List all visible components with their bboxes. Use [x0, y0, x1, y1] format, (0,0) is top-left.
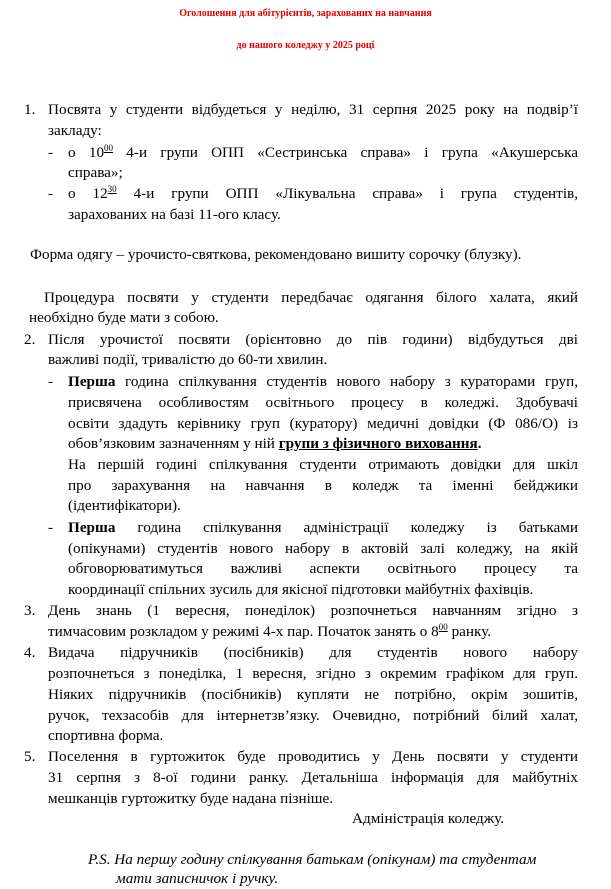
dress-code: Форма одягу – урочисто-святкова, рекомендовано вишиту сорочку (блузку). — [30, 246, 522, 263]
item-2-bullet-1-line5: На першій годині спілкування студенти отримають довідки для шкіл — [68, 456, 578, 473]
item-2-bullet-2-line2: (опікунами) студентів нового набору в актовій залі коледжу, на якій — [68, 540, 578, 557]
item-1-bullet-2-line2: зарахованих на базі 11-ого класу. — [68, 206, 281, 223]
ps-line2: мати записничок і ручку. — [116, 870, 279, 887]
item-2-bullet-1-line1: Перша година спілкування студентів нового набору з кураторами груп, — [68, 373, 578, 390]
item-1-bullet-2-dash: - — [48, 185, 54, 202]
item-4-line2: розпочнеться з понеділка, 1 вересня, згідно з окремим графіком для груп. — [48, 665, 578, 682]
item-5-line3: мешканців гуртожитку буде надана пізніше. — [48, 790, 334, 807]
signature: Адміністрація коледжу. — [352, 810, 505, 827]
item-3-line2: тимчасовим розкладом у режимі 4-х пар. Початок занять о $8^{00}$ ранку. — [48, 622, 492, 640]
announcement-title-line2: до нашого коледжу у 2025 році — [236, 40, 375, 51]
item-4-line4: ручок, техзасобів для інтернетзв’язку. Очевидно, потрібний білий халат, — [48, 707, 578, 724]
item-5-line1: Поселення в гуртожиток буде проводитись у День посвяти у студенти — [48, 748, 578, 765]
item-5-number: 5. — [24, 748, 36, 765]
pe-group-emphasis: групи з фізичного виховання — [278, 435, 478, 452]
procedure-line1: Процедура посвяти у студенти передбачає одягання білого халата, який — [44, 289, 578, 306]
item-2-bullet-1-line6: про зарахування на навчання в коледж та іменні бейджики — [68, 477, 578, 494]
item-1-bullet-1-line2: справа»; — [68, 164, 123, 181]
item-3-number: 3. — [24, 602, 36, 619]
item-4-number: 4. — [24, 644, 36, 661]
item-1-line2: закладу: — [48, 122, 102, 139]
item-2-number: 2. — [24, 331, 36, 348]
item-2-bullet-2-line3: обговорюватимуться важливі аспекти освітнього процесу та — [68, 560, 578, 577]
item-1-bullet-1-dash: - — [48, 144, 54, 161]
item-1-line1: Посвята у студенти відбудеться у неділю, 31 серпня 2025 року на подвір’ї — [48, 101, 578, 118]
item-2-bullet-2-dash: - — [48, 519, 54, 536]
item-2-bullet-2-line1: Перша година спілкування адміністрації коледжу із батьками — [68, 519, 578, 536]
item-2-bullet-1-line4: обов’язковим зазначенням у ній групи з фізичного виховання. — [68, 435, 482, 452]
item-1-bullet-1: о $10^{00}$ 4-и групи ОПП «Сестринська справа» і група «Акушерська — [68, 143, 579, 161]
item-2-bullet-1-line3: освіти здадуть керівнику груп (куратору) медичні довідки (Ф 086/О) із — [68, 415, 578, 432]
announcement-title-line1: Оголошення для абітурієнтів, зарахованих на навчання — [179, 8, 432, 19]
item-4-line5: спортивна форма. — [48, 727, 164, 744]
item-2-bullet-2-line4: координації спільних зусиль для якісної підготовки майбутніх фахівців. — [68, 581, 534, 598]
item-5-line2: 31 серпня з 8-ої години ранку. Детальніша інформація для майбутніх — [48, 769, 578, 786]
procedure-line2: необхідно буде мати з собою. — [29, 309, 219, 326]
item-2-bullet-1-dash: - — [48, 373, 54, 390]
item-2-bullet-1-line7: (ідентифікатори). — [68, 497, 181, 514]
ps-line1: P.S. На першу годину спілкування батькам (опікунам) та студентам — [88, 851, 537, 868]
item-3-line1: День знань (1 вересня, понеділок) розпочнеться навчанням згідно з — [48, 602, 578, 619]
item-2-line2: важливі події, тривалістю до 60-ти хвилин. — [48, 351, 328, 368]
item-4-line3: Ніяких підручників (посібників) купляти не потрібно, окрім зошитів, — [48, 686, 578, 703]
item-2-line1: Після урочистої посвяти (орієнтовно до пів години) відбудуться дві — [48, 331, 578, 348]
item-4-line1: Видача підручників (посібників) для студентів нового набору — [48, 644, 578, 661]
item-1-bullet-2: о $12^{30}$ 4-и групи ОПП «Лікувальна справа» і група студентів, — [68, 184, 579, 202]
item-1-number: 1. — [24, 101, 36, 118]
item-2-bullet-1-line2: присвячена особливостям освітнього процесу в коледжі. Здобувачі — [68, 394, 578, 411]
